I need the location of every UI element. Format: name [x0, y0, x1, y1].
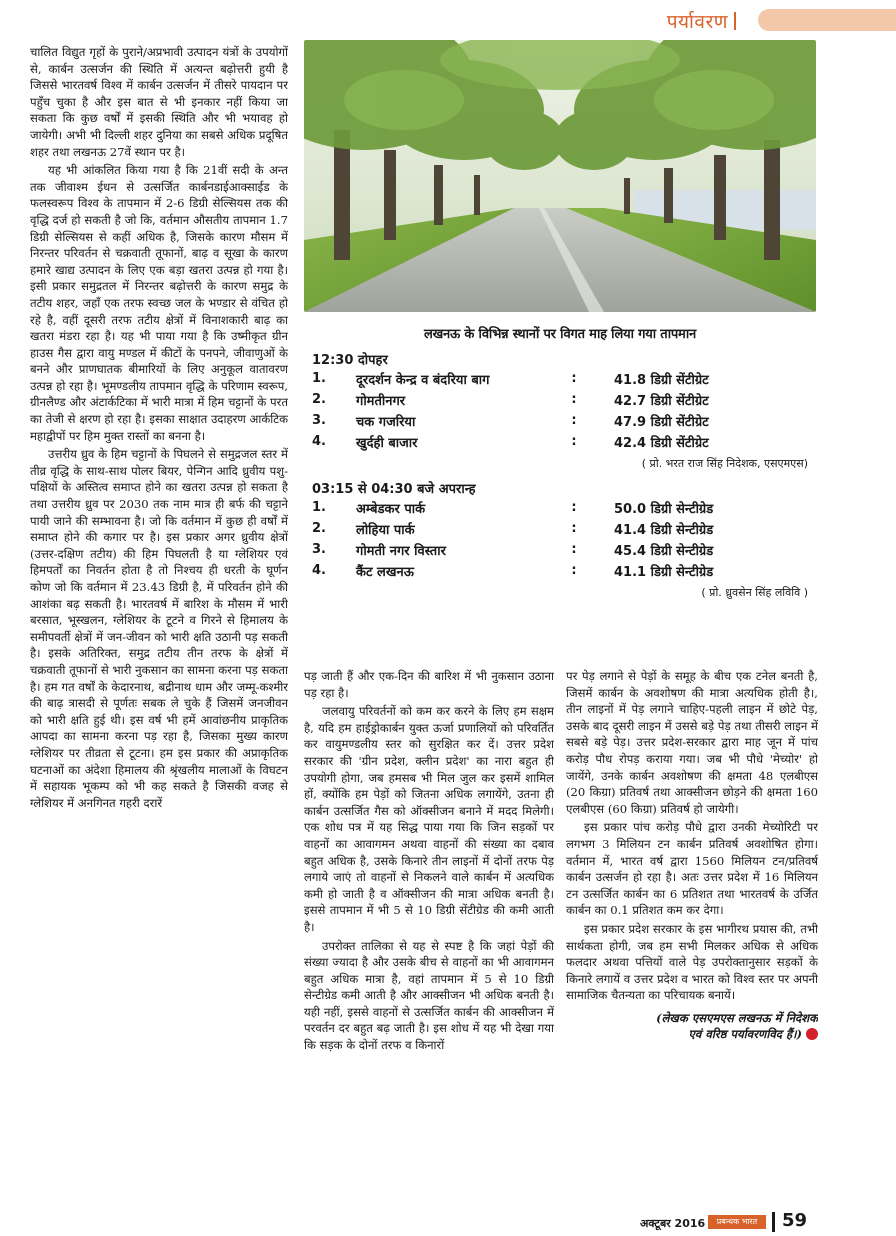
paragraph: चालित विद्युत गृहों के पुराने/अप्रभावी उत्पादन यंत्रों के उपयोगों से, कार्बन उत्सर्जन की स्थिति में अत्यन्त बढ़ोत्तरी हुयी है जिससे भारतवर्ष विश्व में कार्बन उत्सर्जन में तीसरे पायदान पर पहुँच चुका है और इस बात से भी इनकार नहीं किया जा सकता कि कुछ वर्षों में इसकी स्थिति और भी भयावह हो जायेगी। अभी भी दिल्ली शहर दुनिया का सबसे अधिक प्रदूषित शहर तथा लखनऊ 27वें स्थान पर है।: [30, 45, 288, 159]
author-credit: [566, 1010, 818, 1043]
temperature-value: 41.8 डिग्री सेंटीग्रेट: [614, 372, 709, 388]
table-row: [304, 497, 816, 518]
table-row: [304, 518, 816, 539]
place-name: लोहिया पार्क: [356, 522, 415, 538]
session-label: 12:30 दोपहर: [312, 353, 388, 368]
paragraph: पर पेड़ लगाने से पेड़ों के समूह के बीच एक टनेल बनती है, जिसमें कार्बन के अवशोषण की मात्रा अत्यधिक होती है।, तीन लाइनों में पेड़ लगाने चाहिए-पहली लाइन में छोटे पेड़, उसके बाद दूसरी लाइन में उससे बड़े पेड़ तथा तीसरी लाइन में सबसे बड़े पेड़। उत्तर प्रदेश-सरकार द्वारा माह जून में पांच करोड़ पौध रोपड़ कराया गया। जब भी पौधे 'मेच्योर' हो जायेंगे, उनके कार्बन अवशोषण की क्षमता 48 एलबीएस (20 किग्रा) प्रतिवर्ष तथा आक्सीजन छोड़ने की क्षमता 160 एलबीएस (60 किग्रा) प्रतिवर्ष हो जायेगी।: [566, 669, 818, 816]
place-name: दूरदर्शन केन्द्र व बंदरिया बाग: [356, 372, 490, 388]
table-row: [304, 368, 816, 389]
temperature-value: 41.1 डिग्री सेन्टीग्रेड: [614, 564, 714, 580]
paragraph: इस प्रकार प्रदेश सरकार के इस भागीरथ प्रयास की, तभी सार्थकता होगी, जब हम सभी मिलकर अधिक से अधिक फलदार अथवा पत्तियों वाले पेड़ उपरोक्तानुसार सड़कों के किनारे लगायें व उत्तर प्रदेश व भारत को विश्व स्तर पर अपनी सामाजिक चैतन्यता का परिचायक बनायें।: [566, 921, 818, 1003]
table-row: [304, 389, 816, 410]
place-name: खुर्दही बाजार: [356, 435, 418, 451]
place-name: कैंट लखनऊ: [356, 564, 414, 580]
paragraph: यह भी आंकलित किया गया है कि 21वीं सदी के अन्त तक जीवाश्म ईधन से उत्सर्जित कार्बनडाईआक्साईड के फलस्वरूप विश्व के तापमान में 2-6 डिग्री सेल्सियस तक की वृद्धि दर्ज हो सकती है जो कि, वर्तमान औसतीय तापमान 1.7 डिग्री सेल्सियस से कहीं अधिक है, जिसके कारण मौसम में निरन्तर परिवर्तन से चक्रवाती तूफानों, बाढ़ व सूखा के कारण हमारे खाद्य उत्पादन के लिए एक बड़ा खतरा उत्पन्न हो गया है। इसी प्रकार समुद्रतल में निरन्तर बढ़ोत्तरी के कारण समुद्र के तटीय शहर, जहाँ एक तरफ स्वच्छ जल के भण्डार से वंचित हो रहे है, वहीं दूसरी तरफ तटीय क्षेत्रों में विनाशकारी बाढ़ का खतरा मंडरा रहा है। यह भी पाया गया है कि उष्मीकृत ग्रीन हाउस गैस द्वारा वायु मण्डल में कीटों के पनपने, जीवाणुओं के बनने और प्राणघातक बीमारियों के लिए अनुकूल वातावरण उत्पन्न हो रहा है। भूमण्डलीय तापमान वृद्धि के परिणाम स्वरूप, ग्रीनलैण्ड और अंटार्कटिका में भारी मात्रा में हिम चट्टानों के परत का तेजी से क्षरण हो रहा है। इसका साक्षात उदाहरण आर्कटिक महाद्वीपों पर हिम मुक्त रास्तों का बनना है।: [30, 163, 288, 443]
row-number: 2.: [312, 392, 326, 407]
row-number: 1.: [312, 500, 326, 515]
row-number: 2.: [312, 521, 326, 536]
row-number: 4.: [312, 434, 326, 449]
page-footer: [0, 1212, 896, 1236]
table-row: [304, 560, 816, 581]
issue-month: अक्टूबर 2016: [640, 1217, 706, 1230]
paragraph: पड़ जाती हैं और एक-दिन की बारिश में भी नुकसान उठाना पड़ रहा है।: [304, 669, 554, 700]
tree-lined-road-photo: [304, 40, 816, 312]
temperature-value: 45.4 डिग्री सेन्टीग्रेड: [614, 543, 714, 559]
row-number: 3.: [312, 542, 326, 557]
separator: :: [571, 413, 577, 428]
place-name: गोमतीनगर: [356, 393, 406, 409]
paragraph: उपरोक्त तालिका से यह से स्पष्ट है कि जहां पेड़ों की संख्या ज्यादा है और उसके बीच से वाहनों का भी आवागमन बहुत अधिक मात्रा है, वहां तापमान में 5 से 10 डिग्री सेन्टीग्रेड कमी आती है और आक्सीजन भी अधिक बनती है। यही नहीं, इससे वाहनों से उत्सर्जित कार्बन की आक्सीजन में परवर्तन दर बहुत बढ़ जाती है। इस शोध में यह भी देखा गया कि सड़क के दोनों तरफ व किनारों: [304, 938, 554, 1053]
separator: :: [571, 434, 577, 449]
article-column-3: [566, 668, 818, 1208]
temperature-value: 50.0 डिग्री सेन्टीग्रेड: [614, 501, 714, 517]
author-credit-line: एवं वरिष्ठ पर्यावरणविद हैं।): [688, 1027, 802, 1042]
header-divider: [734, 12, 736, 30]
article-column-1: [30, 44, 288, 1212]
end-mark-icon: [806, 1028, 818, 1040]
row-number: 3.: [312, 413, 326, 428]
separator: :: [571, 521, 577, 536]
temperature-value: 41.4 डिग्री सेन्टीग्रेड: [614, 522, 714, 538]
row-number: 4.: [312, 563, 326, 578]
separator: :: [571, 371, 577, 386]
footer-divider: [772, 1212, 775, 1232]
table-row: [304, 410, 816, 431]
place-name: गोमती नगर विस्तार: [356, 543, 446, 559]
magazine-logo: प्रबन्धक भारत: [708, 1215, 766, 1229]
header-accent-pill: [758, 9, 896, 31]
article-column-2: [304, 668, 554, 1212]
temperature-table: [304, 320, 816, 660]
page-number: 59: [782, 1210, 808, 1231]
table-title: लखनऊ के विभिन्न स्थानों पर विगत माह लिया गया तापमान: [423, 327, 697, 342]
temperature-value: 42.7 डिग्री सेंटीग्रेट: [614, 393, 709, 409]
temperature-value: 47.9 डिग्री सेंटीग्रेट: [614, 414, 709, 430]
separator: :: [571, 392, 577, 407]
table-row: [304, 431, 816, 452]
section-title: पर्यावरण: [666, 11, 728, 33]
page-header: [0, 0, 896, 40]
table-source: ( प्रो. भरत राज सिंह निदेशक, एसएमएस): [641, 457, 808, 470]
separator: :: [571, 542, 577, 557]
session-label: 03:15 से 04:30 बजे अपरान्ह: [312, 482, 476, 497]
separator: :: [571, 563, 577, 578]
separator: :: [571, 500, 577, 515]
table-row: [304, 539, 816, 560]
author-credit-line: (लेखक एसएमएस लखनऊ में निदेशक: [656, 1010, 818, 1025]
paragraph: जलवायु परिवर्तनों को कम कर करने के लिए हम सक्षम है, यदि हम हाईड्रोकार्बन युक्त ऊर्जा प्रणालियों को परिवर्तित कर वायुमण्डलीय स्तर को सुरक्षित कर दें। उत्तर प्रदेश सरकार की 'ग्रीन प्रदेश, क्लीन प्रदेश' का नारा बहुत ही उपयोगी होगा, जब हमसब भी मिल जुल कर इसमें शामिल हों, क्योंकि हम पेड़ों को जितना अधिक लगायेंगे, उतना ही कार्बन उत्सर्जित गैस को ऑक्सीजन बनाने में मदद मिलेगी। एक शोध पत्र में यह सिद्ध पाया गया कि जिन सड़कों पर वाहनों का आवागमन अथवा वाहनों की संख्या का दबाव बहुत अधिक है, उसके किनारे तीन लाइनों में दोनों तरफ पेड़ लगाये जाएं तो वाहनों से निकलने वाले कार्बन में अत्यधिक कमी हो जाती है व ऑक्सीजन की मात्रा अधिक बनती है। इससे तापमान में भी 5 से 10 डिग्री सेंटीग्रेड की कमी आती है।: [304, 704, 554, 934]
row-number: 1.: [312, 371, 326, 386]
place-name: अम्बेडकर पार्क: [356, 501, 426, 517]
paragraph: इस प्रकार पांच करोड़ पौधे द्वारा उनकी मेच्योरिटी पर लगभग 3 मिलियन टन कार्बन प्रतिवर्ष अवशोषित होगा। वर्तमान में, भारत वर्ष द्वारा 1560 मिलियन टन/प्रतिवर्ष कार्बन उत्सर्जन हो रहा है। अतः उत्तर प्रदेश में 16 मिलियन टन उत्सर्जित कार्बन का 6 प्रतिशत तथा भारतवर्ष के उर्जित कार्बन का 0.1 प्रतिशत कम कर देगा।: [566, 820, 818, 918]
paragraph: उत्तरीय ध्रुव के हिम चट्टानों के पिघलने से समुद्रजल स्तर में तीव्र वृद्धि के साथ-साथ पोलर बियर, पेन्गिन आदि ध्रुवीय पशु-पक्षियों के अस्तित्व समाप्त होने का खतरा उत्पन्न हो सकता है तथा उत्तरीय ध्रुव पर 2030 तक नाम मात्र ही बर्फ की चट्टाने पायी जाने की सम्भावना है। जो कि वर्तमान में कुछ ही वर्षों में समाप्त होने की कगार पर है। इस प्रकार अगर ध्रुवीय क्षेत्रों (उत्तर-दक्षिण तटीय) की हिम पिघलती है या ग्लेशियर एवं हिमपर्तों का निवर्तन होता है तो निश्चय ही धरती के घूर्णन कोण जो कि वर्तमान में 23.43 डिग्री है, में परिवर्तन होने की आशंका बढ़ सकती है। भारतवर्ष में बारिश के मौसम में भारी बरसात, भूस्खलन, ग्लेशियर के टूटने व गिरने से हिमालय के समीपवर्ती क्षेत्रों में जन-जीवन को भारी क्षति उठानी पड़ सकती है। इसके अतिरिक्त, समुद्र तटीय तीन तरफ के क्षेत्रों में चक्रवाती तूफानों से भारी नुकसान का सामना करना पड़ सकता है। हम गत वर्षों के केदारनाथ, बद्रीनाथ धाम और जम्मू-कश्मीर की बाढ़ त्रासदी से पूर्णतः सबक ले चुके हैं जिसमें जनजीवन को भारी क्षति हुई थी। इस वर्ष भी हमें आवांछनीय प्राकृतिक आपदा का सामना करना पड़ रहा है, जिसका मुख्य कारण ग्लेशियर पर तीव्रता से टूटना। हम इस प्रकार की अप्राकृतिक घटनाओं का अंदेशा हिमालय की श्रृंखलीय मालाओं के विघटन में सहायक भूकम्प को भी कह सकते है जिसकी वजह से ग्लेशियर में अनगिनत गहरी दरारें: [30, 447, 288, 810]
place-name: चक गजरिया: [356, 414, 416, 430]
temperature-value: 42.4 डिग्री सेंटीग्रेट: [614, 435, 709, 451]
table-source: ( प्रो. ध्रुवसेन सिंह लविवि ): [701, 586, 808, 599]
